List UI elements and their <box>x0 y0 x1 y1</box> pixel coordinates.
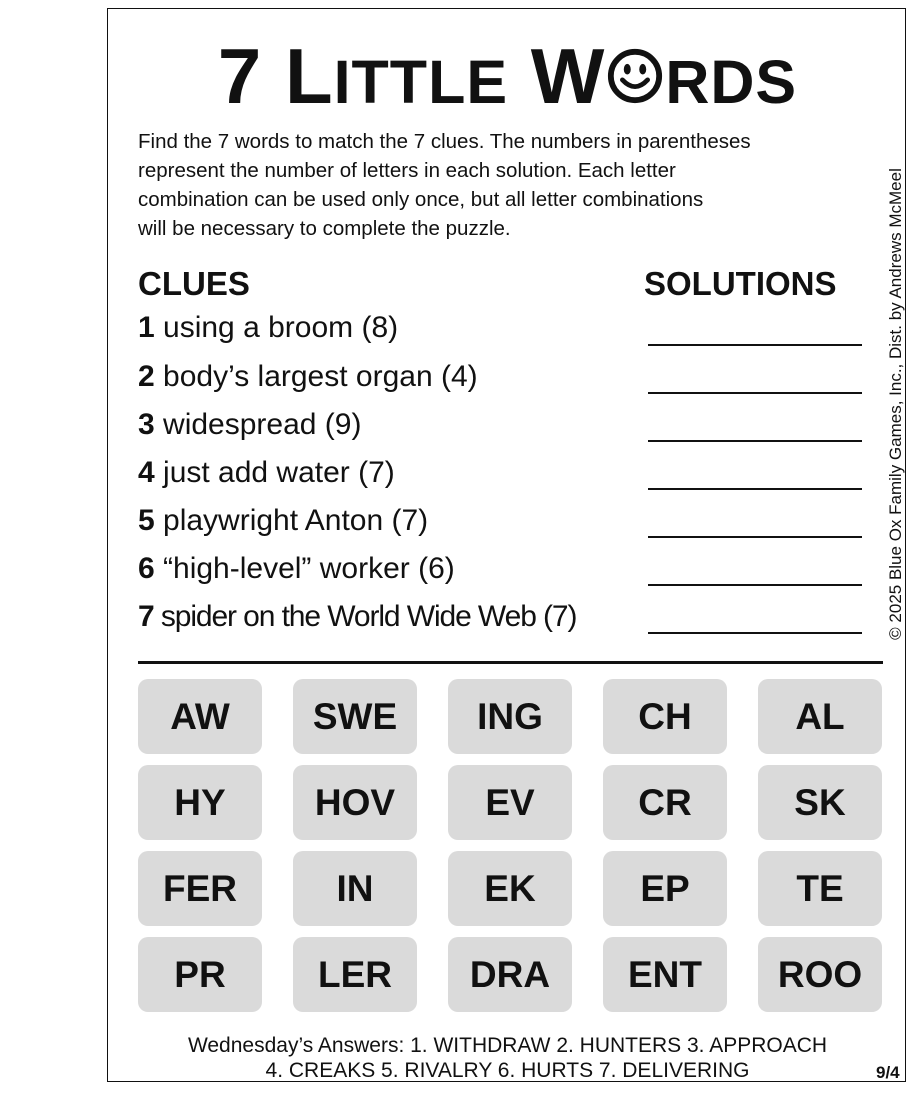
letter-tile[interactable]: AW <box>138 679 262 754</box>
clue-number: 2 <box>138 360 155 393</box>
instruction-line: will be necessary to complete the puzzle. <box>138 217 511 240</box>
solutions-heading: SOLUTIONS <box>644 265 837 302</box>
solution-line-6[interactable] <box>648 584 862 586</box>
clue-text: “high-level” worker (6) <box>154 552 455 585</box>
solution-line-4[interactable] <box>648 488 862 490</box>
clue-number: 6 <box>138 552 155 585</box>
letter-tile[interactable]: AL <box>758 679 882 754</box>
letter-tile[interactable]: EK <box>448 851 572 926</box>
letter-tile[interactable]: LER <box>293 937 417 1012</box>
solution-line-2[interactable] <box>648 392 862 394</box>
clue-text: just add water (7) <box>154 456 395 489</box>
clue-1 <box>138 310 398 346</box>
letter-tile[interactable]: ROO <box>758 937 882 1012</box>
smiley-face-icon <box>606 47 664 105</box>
letter-tile[interactable]: EV <box>448 765 572 840</box>
letter-tile[interactable]: EP <box>603 851 727 926</box>
letter-tile[interactable]: SK <box>758 765 882 840</box>
letter-tile[interactable]: TE <box>758 851 882 926</box>
letter-tile[interactable]: HY <box>138 765 262 840</box>
clue-number: 5 <box>138 504 155 537</box>
puzzle-panel <box>107 8 906 1082</box>
letter-tile[interactable]: CH <box>603 679 727 754</box>
clue-text: widespread (9) <box>154 408 362 441</box>
letter-tile[interactable]: IN <box>293 851 417 926</box>
title-little-rest: ITTLE <box>333 48 509 116</box>
answers-line-2: 4. CREAKS 5. RIVALRY 6. HURTS 7. DELIVERING <box>265 1059 750 1082</box>
title-words-rest: RDS <box>665 48 798 116</box>
clue-text: playwright Anton (7) <box>154 504 429 537</box>
puzzle-date: 9/4 <box>876 1063 900 1082</box>
letter-tile[interactable]: PR <box>138 937 262 1012</box>
copyright-text: © 2025 Blue Ox Family Games, Inc., Dist. by Andrews McMeel <box>886 168 905 640</box>
divider <box>138 661 883 664</box>
clue-text: spider on the World Wide Web (7) <box>153 600 577 633</box>
copyright-notice <box>884 139 908 669</box>
title-words-initial: W <box>530 32 606 120</box>
instruction-line: represent the number of letters in each solution. Each letter <box>138 159 676 182</box>
clue-5 <box>138 503 428 539</box>
clue-6 <box>138 551 455 587</box>
letter-tile[interactable]: CR <box>603 765 727 840</box>
solution-line-5[interactable] <box>648 536 862 538</box>
previous-answers <box>108 1033 907 1083</box>
clue-text: body’s largest organ (4) <box>154 360 478 393</box>
instruction-line: combination can be used only once, but all letter combinations <box>138 188 704 211</box>
answers-line-1: Wednesday’s Answers: 1. WITHDRAW 2. HUNTERS 3. APPROACH <box>187 1034 828 1057</box>
letter-tile[interactable]: DRA <box>448 937 572 1012</box>
puzzle-title <box>108 32 907 120</box>
clue-2 <box>138 359 478 395</box>
solution-line-7[interactable] <box>648 632 862 634</box>
clue-number: 3 <box>138 408 155 441</box>
solution-line-1[interactable] <box>648 344 862 346</box>
letter-tile[interactable]: FER <box>138 851 262 926</box>
letter-tile[interactable]: HOV <box>293 765 417 840</box>
letter-tile[interactable]: SWE <box>293 679 417 754</box>
clues-heading: CLUES <box>138 265 250 302</box>
clue-7 <box>138 599 576 635</box>
solution-line-3[interactable] <box>648 440 862 442</box>
clue-number: 1 <box>138 311 155 344</box>
clue-number: 7 <box>138 600 154 633</box>
clue-number: 4 <box>138 456 155 489</box>
title-little-initial: L <box>284 32 334 120</box>
letter-tile[interactable]: ENT <box>603 937 727 1012</box>
instruction-line: Find the 7 words to match the 7 clues. The numbers in parentheses <box>138 130 751 153</box>
instructions <box>138 127 888 243</box>
letter-tile[interactable]: ING <box>448 679 572 754</box>
title-number: 7 <box>217 32 263 120</box>
clue-text: using a broom (8) <box>154 311 399 344</box>
clue-3 <box>138 407 361 443</box>
clue-4 <box>138 455 395 491</box>
